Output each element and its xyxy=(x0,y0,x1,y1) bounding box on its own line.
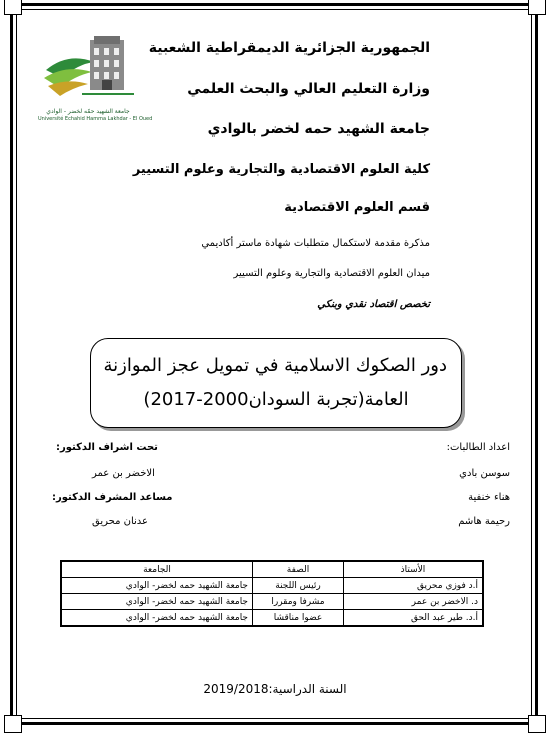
table-cell: أ.د فوزي محريق xyxy=(344,578,484,594)
thesis-title-line2: العامة(تجربة السودان2000-2017) xyxy=(143,389,409,410)
committee-table xyxy=(60,560,484,627)
table-row xyxy=(61,594,483,610)
table-cell: جامعة الشهيد حمه لخضر- الوادي xyxy=(61,610,253,627)
table-cell: جامعة الشهيد حمه لخضر- الوادي xyxy=(61,578,253,594)
table-row xyxy=(61,578,483,594)
thesis-field: ميدان العلوم الاقتصادية والتجارية وعلوم التسيير xyxy=(233,268,430,279)
assistant-supervisor-label: مساعد المشرف الدكتور: xyxy=(52,492,173,503)
table-cell: مشرفا ومقررا xyxy=(253,594,344,610)
table-row xyxy=(61,610,483,627)
students-label: اعداد الطالبات: xyxy=(446,442,510,453)
header-faculty: كلية العلوم الاقتصادية والتجارية وعلوم التسيير xyxy=(132,162,430,177)
table-cell: د. الاخضر بن عمر xyxy=(344,594,484,610)
thesis-specialty: تخصص اقتصاد نقدي وبنكي xyxy=(317,299,430,310)
header-university: جامعة الشهيد حمه لخضر بالوادي xyxy=(207,121,430,137)
table-header-row xyxy=(61,561,483,578)
column-header: الصفة xyxy=(253,561,344,578)
table-cell: جامعة الشهيد حمه لخضر- الوادي xyxy=(61,594,253,610)
logo-text-ar: جامعة الشهيد حمّه لخضر - الوادي xyxy=(46,108,130,115)
header-ministry: وزارة التعليم العالي والبحث العلمي xyxy=(187,81,430,97)
student-name: سوسن بادي xyxy=(459,468,510,479)
corner-ornament-top-left xyxy=(4,0,22,15)
thesis-note: مذكرة مقدمة لاستكمال متطلبات شهادة ماستر أكاديمي xyxy=(201,238,430,249)
logo-text-fr: Université Echahid Hamma Lakhdar - El Oued xyxy=(38,116,153,122)
thesis-title-box xyxy=(90,338,462,428)
corner-ornament-bottom-left xyxy=(4,715,22,733)
supervisor-name: الاخضر بن عمر xyxy=(92,468,155,479)
column-header: الجامعة xyxy=(61,561,253,578)
assistant-supervisor-name: عدنان محريق xyxy=(92,516,149,527)
header-department: قسم العلوم الاقتصادية xyxy=(284,200,430,215)
supervisor-label: تحت اشراف الدكتور: xyxy=(56,442,158,453)
student-name: هناء خنفية xyxy=(468,492,510,503)
column-header: الأستاذ xyxy=(344,561,484,578)
corner-ornament-top-right xyxy=(528,0,546,15)
table-cell: أ.د. طير عبد الحق xyxy=(344,610,484,627)
academic-year: السنة الدراسية:2019/2018 xyxy=(203,682,347,696)
student-name: رحيمة هاشم xyxy=(458,516,510,527)
university-logo xyxy=(38,32,153,122)
table-cell: رئيس اللجنة xyxy=(253,578,344,594)
corner-ornament-bottom-right xyxy=(528,715,546,733)
header-republic: الجمهورية الجزائرية الديمقراطية الشعبية xyxy=(148,40,430,56)
table-cell: عضوا مناقشا xyxy=(253,610,344,627)
thesis-title-line1: دور الصكوك الاسلامية في تمويل عجز الموازنة xyxy=(103,355,447,376)
